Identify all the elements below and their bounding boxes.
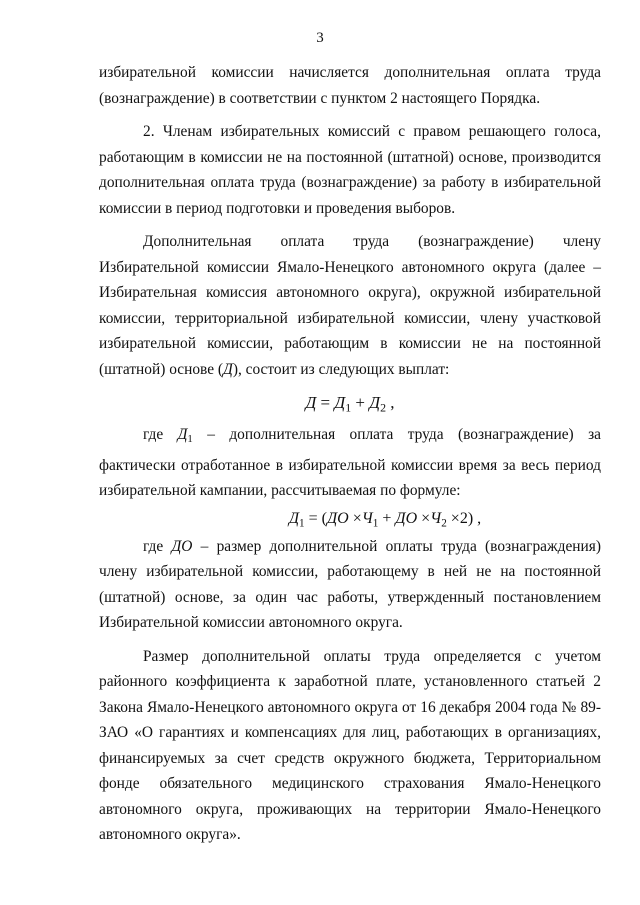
paragraph-text: Дополнительная оплата труда (вознаграждение) члену Избирательной комиссии Ямало-Ненецкого автономного округа (далее – Избирательная комиссия автономного округа), окружной избирательной комиссии, территориальной избирательной комиссии, члену участковой избирательной комиссии, работающим в комиссии не на постоянной (штатной) основе ( [99, 233, 601, 378]
formula-term: ДО [326, 509, 349, 527]
paragraph-d1-definition [99, 422, 601, 504]
paragraph-do-definition [99, 534, 601, 636]
formula-total [99, 388, 601, 418]
document-body [99, 60, 601, 848]
symbol-d: Д [223, 360, 233, 378]
paragraph-text: – дополнительная оплата труда (вознаграждение) за фактически отработанное в избирательной комиссии время за весь период избирательной кампании, рассчитываемая по формуле: [99, 426, 601, 500]
formula-term: Д [305, 393, 317, 412]
symbol-subscript: 1 [187, 433, 193, 446]
paragraph-item-2: 2. Членам избирательных комиссий с правом решающего голоса, работающим в комиссии не на постоянной (штатной) основе, производится дополнительная оплата труда (вознаграждение) за работу в избирательной комиссии в период подготовки и проведения выборов. [99, 123, 601, 217]
formula-operator: + [378, 509, 396, 527]
paragraph-continuation: избирательной комиссии начисляется дополнительная оплата труда (вознаграждение) в соответствии с пунктом 2 настоящего Порядка. [99, 64, 601, 107]
formula-operator: × [417, 509, 431, 527]
formula-subscript: 1 [299, 517, 305, 530]
formula-term: Д [334, 393, 346, 412]
formula-operator: ×2) , [446, 509, 482, 527]
paragraph-tail: ), состоит из следующих выплат: [232, 360, 450, 378]
formula-operator: = [316, 393, 335, 412]
formula-subscript: 1 [345, 400, 352, 415]
paragraph-lead: где [143, 426, 178, 443]
formula-term: Ч [361, 509, 373, 527]
formula-d1 [99, 504, 601, 534]
formula-operator: + [351, 393, 370, 412]
formula-subscript: 2 [380, 400, 387, 415]
formula-punctuation: , [386, 393, 395, 412]
formula-term: Д [369, 393, 381, 412]
symbol-d1 [177, 426, 193, 446]
page-number: 3 [316, 30, 324, 46]
formula-subscript: 2 [441, 517, 447, 530]
formula-term: Д [288, 509, 300, 527]
formula-operator: × [348, 509, 362, 527]
symbol-do: ДО [171, 537, 193, 555]
formula-operator: = ( [304, 509, 327, 527]
formula-term: ДО [395, 509, 418, 527]
paragraph-payment-components [99, 229, 601, 382]
paragraph-text: – размер дополнительной оплаты труда (вознаграждения) члену избирательной комиссии, работающему в ней не на постоянной (штатной) основе, за один час работы, утвержденный постановлением Избирательной комиссии автономного округа. [99, 537, 601, 632]
formula-subscript: 1 [372, 517, 379, 530]
paragraph-regional-coefficient: Размер дополнительной оплаты труда определяется с учетом районного коэффициента к заработной плате, установленного статьей 2 Закона Ямало-Ненецкого автономного округа от 16 декабря 2004 года № 89-ЗАО «О гарантиях и компенсациях для лиц, работающих в организациях, финансируемых за счет средств окружного бюджета, Территориальном фонде обязательного медицинского страхования Ямало-Ненецкого автономного округа, проживающих на территории Ямало-Ненецкого автономного округа». [99, 647, 601, 844]
paragraph-lead: где [143, 537, 172, 555]
formula-term: Ч [430, 509, 442, 527]
symbol-d-letter: Д [177, 426, 188, 443]
